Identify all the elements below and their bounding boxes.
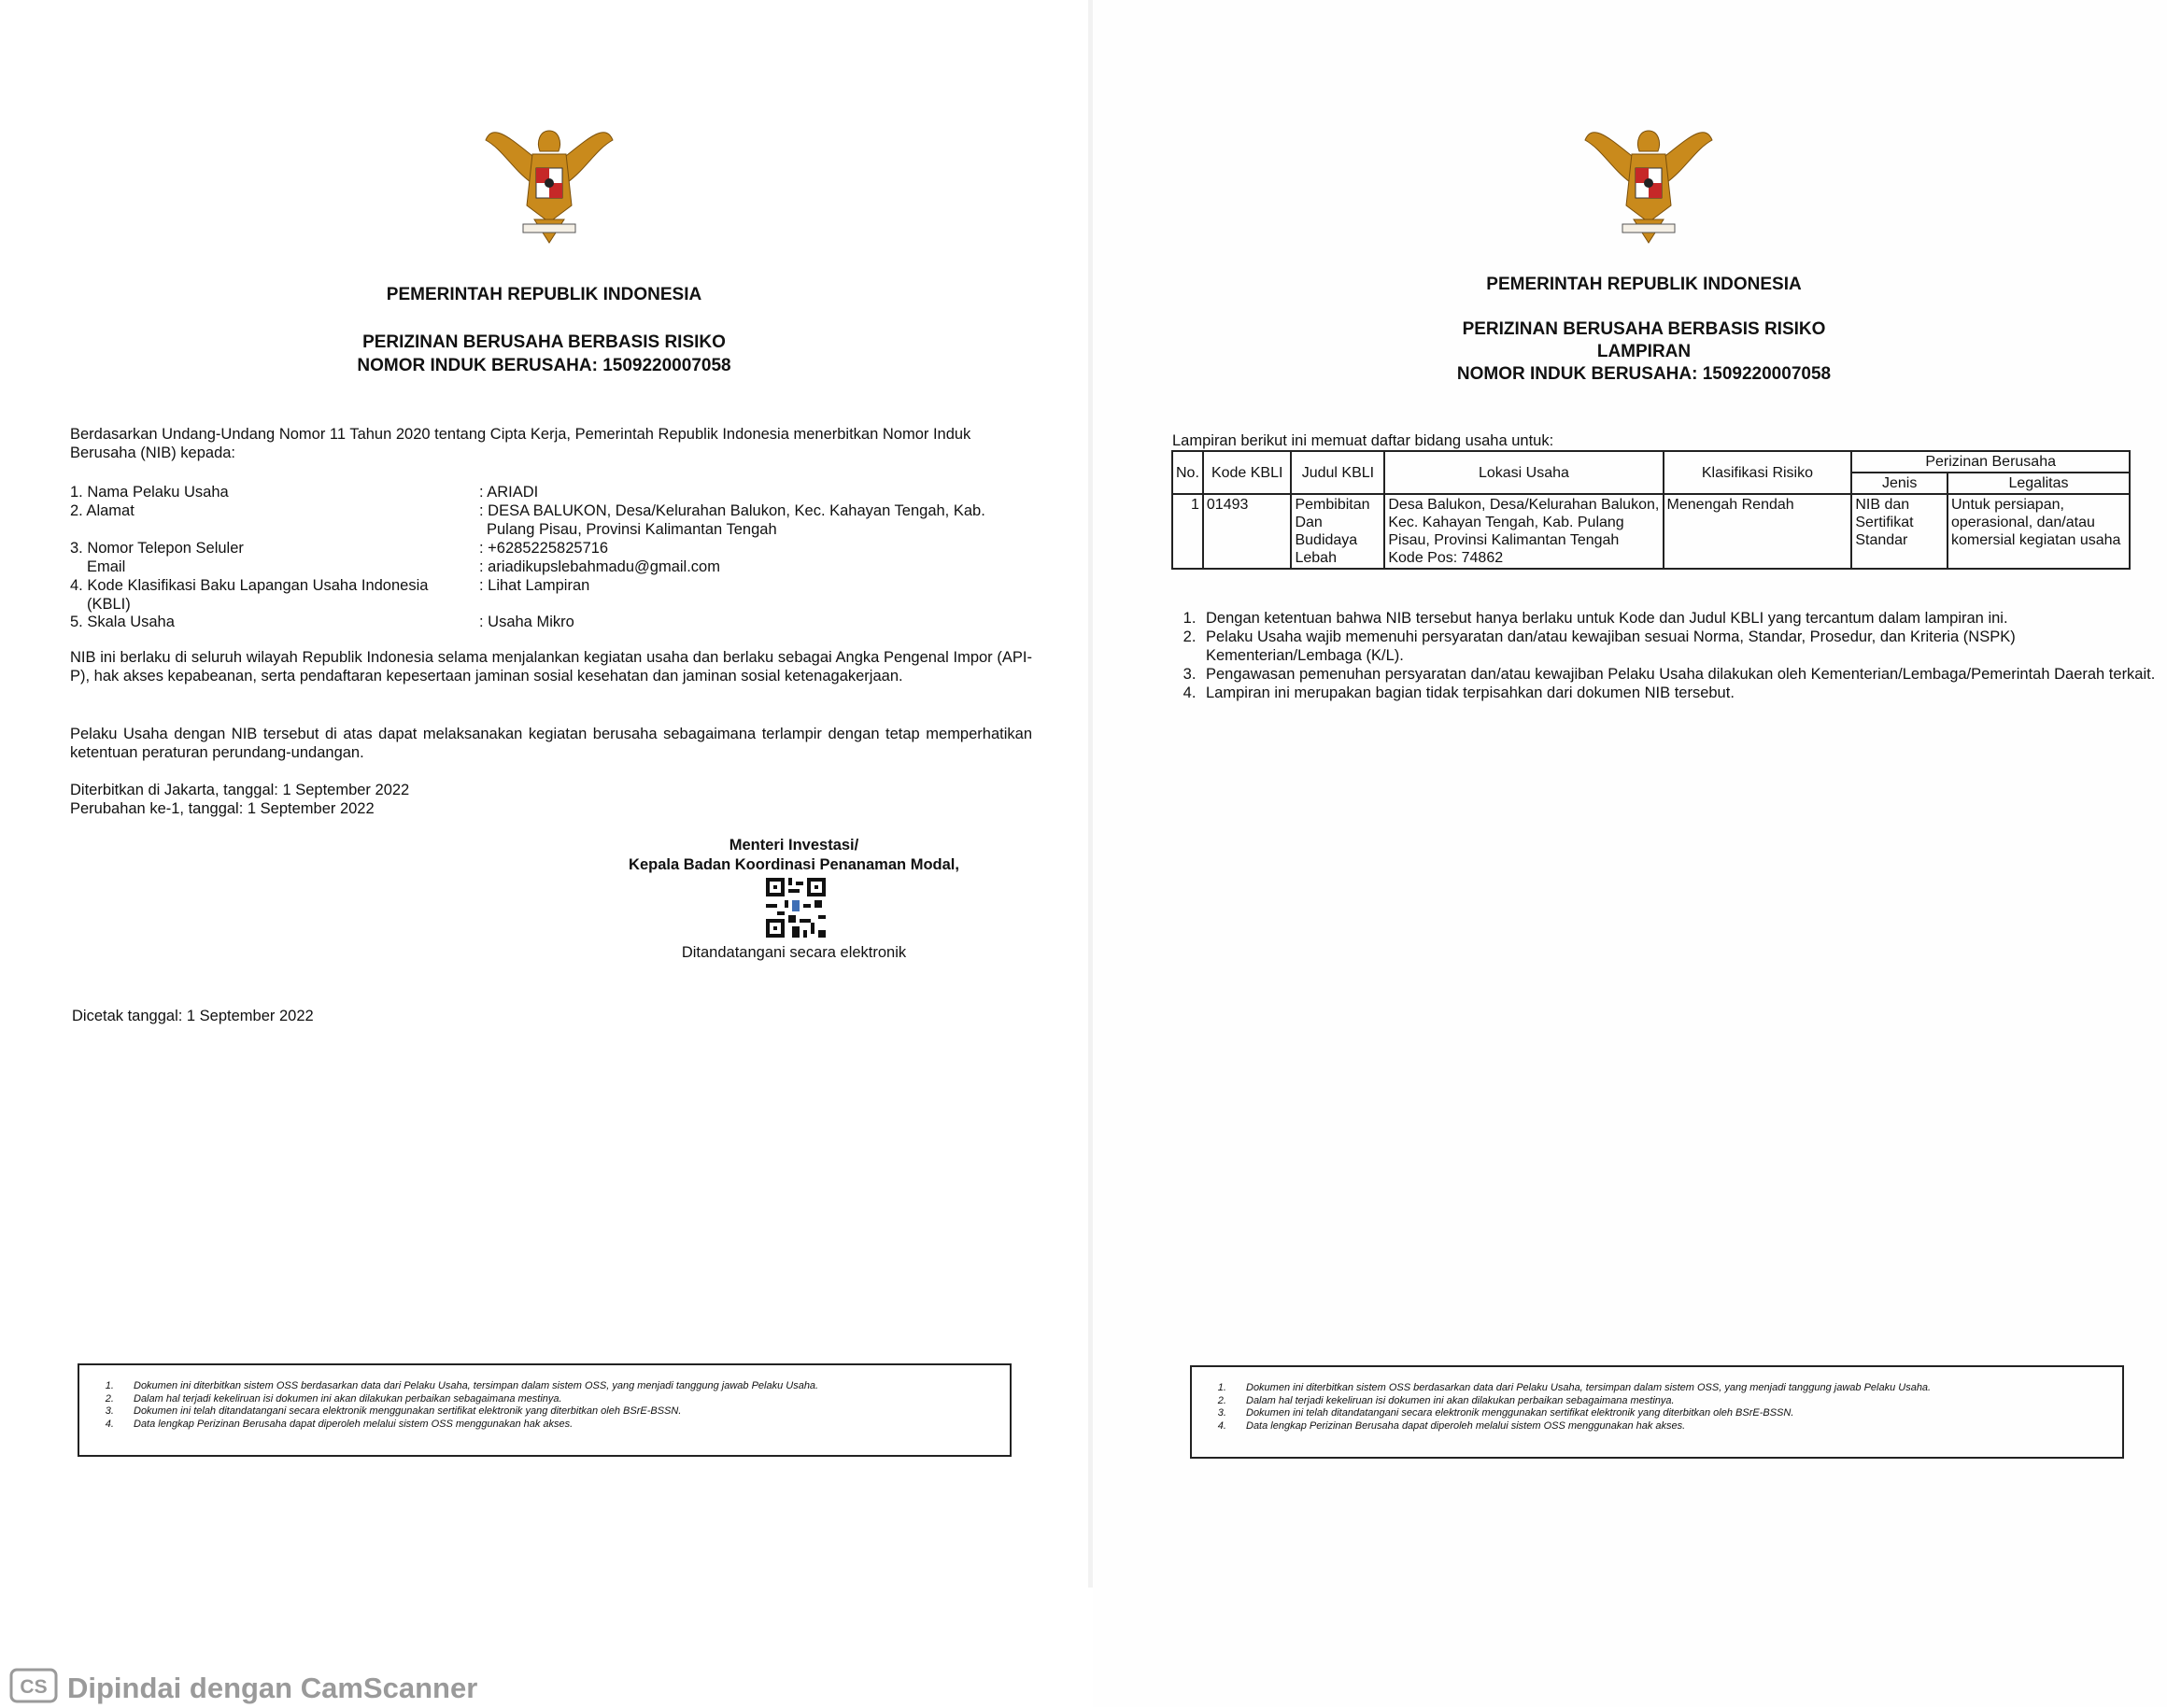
amendment-date: Perubahan ke-1, tanggal: 1 September 2022 <box>70 800 375 817</box>
col-header-lokasi: Lokasi Usaha <box>1384 451 1663 494</box>
cell-jenis: NIB dan Sertifikat Standar <box>1851 494 1947 569</box>
garuda-emblem-icon <box>1574 112 1723 252</box>
cell-lokasi-address: Desa Balukon, Desa/Kelurahan Balukon, Kec. Kahayan Tengah, Kab. Pulang Pisau, Provinsi Kalimantan Tengah <box>1388 497 1660 548</box>
signatory-office: Kepala Badan Koordinasi Penanaman Modal, <box>629 856 959 873</box>
nib-attachment-page <box>1093 0 2167 1707</box>
nib-number: NOMOR INDUK BERUSAHA: 1509220007058 <box>357 356 731 375</box>
government-heading: PEMERINTAH REPUBLIK INDONESIA <box>1486 275 1802 294</box>
document-title: PERIZINAN BERUSAHA BERBASIS RISIKO <box>1462 319 1826 339</box>
permission-paragraph: Pelaku Usaha dengan NIB tersebut di atas dapat melaksanakan kegiatan berusaha sebagaimana terlampir dengan tetap memperhatikan ketentuan peraturan perundang-undangan. <box>70 726 1032 761</box>
table-row <box>1172 494 2130 569</box>
issued-date: Diterbitkan di Jakarta, tanggal: 1 September 2022 <box>70 782 410 798</box>
footnote-box <box>78 1363 1012 1457</box>
footnote-item: 2. Dalam hal terjadi kekeliruan isi dokumen ini akan dilakukan perbaikan sebagaimana mestinya. <box>117 1393 1010 1406</box>
col-header-judul: Judul KBLI <box>1291 451 1384 494</box>
e-signature-note: Ditandatangani secara elektronik <box>681 944 907 961</box>
col-header-risiko: Klasifikasi Risiko <box>1664 451 1852 494</box>
footnote-item: 4. Data lengkap Perizinan Berusaha dapat diperoleh melalui sistem OSS menggunakan hak akses. <box>1229 1420 2122 1433</box>
field-value: : Lihat Lampiran <box>479 577 590 594</box>
footnote-item: 3. Dokumen ini telah ditandatangani secara elektronik menggunakan sertifikat elektronik yang diterbitkan oleh BSrE-BSSN. <box>1229 1407 2122 1420</box>
field-label: 5. Skala Usaha <box>70 614 175 630</box>
col-header-no: No. <box>1172 451 1203 494</box>
term-item: 3. Pengawasan pemenuhan persyaratan dan/atau kewajiban Pelaku Usaha dilakukan oleh Kementerian/Lembaga/Pemerintah Daerah terkait. <box>1200 665 2167 684</box>
field-label: Email <box>87 558 126 575</box>
field-label: 1. Nama Pelaku Usaha <box>70 484 229 501</box>
kbli-table <box>1171 450 2131 570</box>
field-value: : ariadikupslebahmadu@gmail.com <box>479 558 720 575</box>
col-header-kode: Kode KBLI <box>1203 451 1292 494</box>
footnote-item: 1. Dokumen ini diterbitkan sistem OSS berdasarkan data dari Pelaku Usaha, tersimpan dalam sistem OSS, yang menjadi tanggung jawab Pelaku Usaha. <box>1229 1382 2122 1395</box>
terms-list <box>1172 609 2167 702</box>
intro-paragraph: Berdasarkan Undang-Undang Nomor 11 Tahun 2020 tentang Cipta Kerja, Pemerintah Republik Indonesia menerbitkan Nomor Induk Berusaha (NIB) kepada: <box>70 426 971 461</box>
term-item: 1. Dengan ketentuan bahwa NIB tersebut hanya berlaku untuk Kode dan Judul KBLI yang tercantum dalam lampiran ini. <box>1200 609 2167 628</box>
term-item: 2. Pelaku Usaha wajib memenuhi persyaratan dan/atau kewajiban sesuai Norma, Standar, Prosedur, dan Kriteria (NSPK) Kementerian/Lembaga (K/L). <box>1200 628 2167 665</box>
cell-kode: 01493 <box>1203 494 1292 569</box>
footnote-item: 3. Dokumen ini telah ditandatangani secara elektronik menggunakan sertifikat elektronik yang diterbitkan oleh BSrE-BSSN. <box>117 1405 1010 1419</box>
field-value: : ARIADI <box>479 484 539 501</box>
field-label: 4. Kode Klasifikasi Baku Lapangan Usaha Indonesia <box>70 577 429 594</box>
footnote-box <box>1190 1365 2124 1459</box>
cell-judul: Pembibitan Dan Budidaya Lebah <box>1291 494 1384 569</box>
cell-lokasi <box>1384 494 1663 569</box>
camscanner-logo-text: CS <box>20 1676 48 1698</box>
footnote-item: 1. Dokumen ini diterbitkan sistem OSS berdasarkan data dari Pelaku Usaha, tersimpan dalam sistem OSS, yang menjadi tanggung jawab Pelaku Usaha. <box>117 1380 1010 1393</box>
field-label: 3. Nomor Telepon Seluler <box>70 540 244 557</box>
camscanner-logo-icon <box>9 1668 58 1703</box>
cell-risiko: Menengah Rendah <box>1664 494 1852 569</box>
term-item: 4. Lampiran ini merupakan bagian tidak terpisahkan dari dokumen NIB tersebut. <box>1200 684 2167 702</box>
camscanner-watermark: Dipindai dengan CamScanner <box>67 1672 478 1704</box>
col-header-legalitas: Legalitas <box>1947 473 2130 494</box>
government-heading: PEMERINTAH REPUBLIK INDONESIA <box>386 285 702 304</box>
field-value: : DESA BALUKON, Desa/Kelurahan Balukon, Kec. Kahayan Tengah, Kab. Pulang Pisau, Provinsi Kalimantan Tengah <box>479 502 985 538</box>
field-label-continued: (KBLI) <box>87 596 131 613</box>
attachment-heading: LAMPIRAN <box>1596 342 1692 361</box>
validity-paragraph: NIB ini berlaku di seluruh wilayah Republik Indonesia selama menjalankan kegiatan usaha dan berlaku sebagai Angka Pengenal Impor (API-P), hak akses kepabeanan, serta pendaftaran kepesertaan jaminan sosial kesehatan dan jaminan sosial ketenagakerjaan. <box>70 649 1032 685</box>
field-value: : Usaha Mikro <box>479 614 574 630</box>
field-value: : +6285225825716 <box>479 540 609 557</box>
footnote-item: 2. Dalam hal terjadi kekeliruan isi dokumen ini akan dilakukan perbaikan sebagaimana mestinya. <box>1229 1395 2122 1408</box>
field-label: 2. Alamat <box>70 502 135 519</box>
document-title: PERIZINAN BERUSAHA BERBASIS RISIKO <box>362 332 726 352</box>
cell-lokasi-postcode: Kode Pos: 74862 <box>1388 550 1504 566</box>
garuda-emblem-icon <box>474 112 624 252</box>
printed-date: Dicetak tanggal: 1 September 2022 <box>72 1008 314 1024</box>
signatory-title: Menteri Investasi/ <box>729 837 859 854</box>
attachment-intro: Lampiran berikut ini memuat daftar bidang usaha untuk: <box>1172 432 1554 449</box>
footnote-item: 4. Data lengkap Perizinan Berusaha dapat diperoleh melalui sistem OSS menggunakan hak akses. <box>117 1419 1010 1432</box>
qr-code-icon <box>766 878 826 938</box>
cell-no: 1 <box>1172 494 1203 569</box>
col-header-jenis: Jenis <box>1851 473 1947 494</box>
nib-number: NOMOR INDUK BERUSAHA: 1509220007058 <box>1456 364 1832 384</box>
cell-legalitas: Untuk persiapan, operasional, dan/atau komersial kegiatan usaha <box>1947 494 2130 569</box>
col-header-perizinan: Perizinan Berusaha <box>1851 451 2130 473</box>
